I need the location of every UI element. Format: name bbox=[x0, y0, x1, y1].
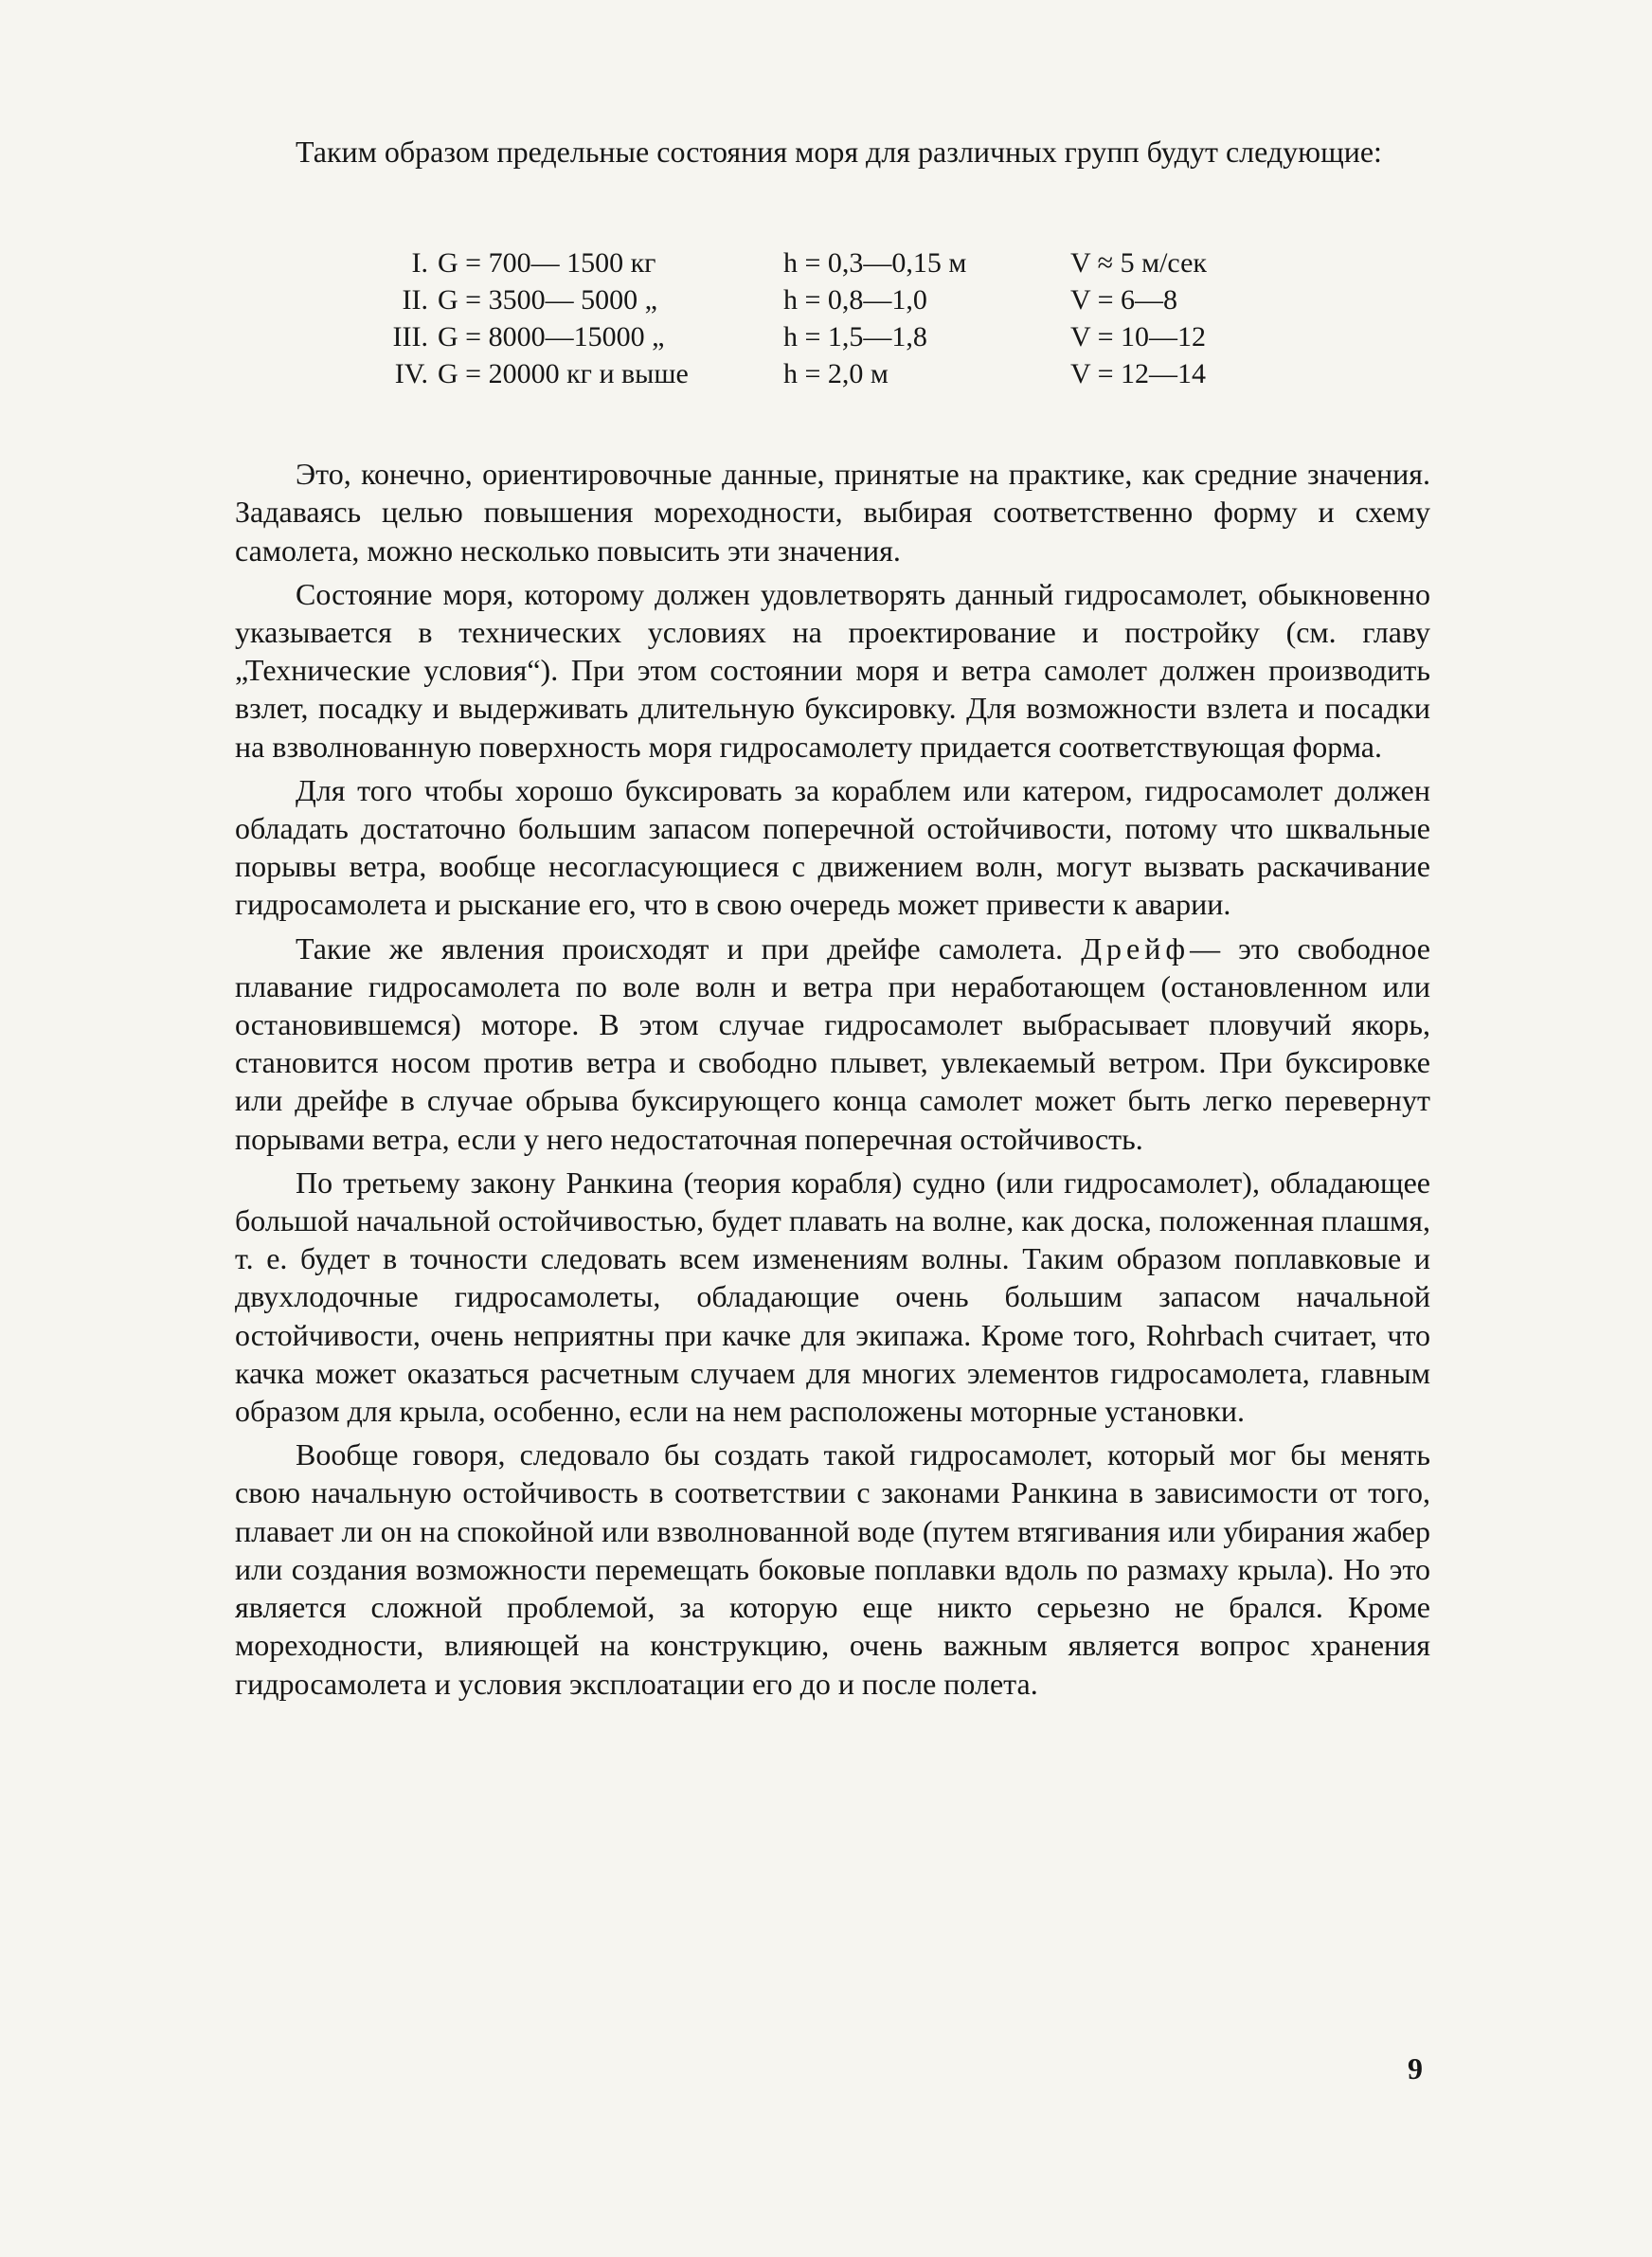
paragraph-4-rest: — это свободное плавание гидросамолета по воле волн и ветра при неработающем (остановленном или остановившемся) моторе. В этом случае гидросамолет выбрасывает пловучий якорь, становится носом против ветра и свободно плывет, увлекаемый ветром. При буксировке или дрейфе в случае обрыва буксирующего конца самолет может быть легко перевернут порывами ветра, если у него недостаточная поперечная остойчивость. bbox=[235, 930, 1431, 1156]
paragraph-5: По третьему закону Ранкина (теория корабля) судно (или гидросамолет), обладающее большой начальной остойчивостью, будет плавать на волне, как доска, положенная плашмя, т. е. будет в точности следовать всем изменениям волны. Таким образом поплавковые и двухлодочные гидросамолеты, обладающие очень большим запасом начальной остойчивости, очень неприятны при качке для экипажа. Кроме того, Rohrbach считает, что качка может оказаться расчетным случаем для многих элементов гидросамолета, главным образом для крыла, особенно, если на нем расположены моторные установки. bbox=[235, 1165, 1430, 1429]
group-number: IV. bbox=[394, 358, 428, 390]
group-number: II. bbox=[402, 284, 428, 316]
weight-range: G = 20000 кг и выше bbox=[438, 358, 689, 390]
wind-speed: V = 12—14 bbox=[1070, 358, 1207, 390]
table-row bbox=[379, 281, 1317, 318]
document-page bbox=[235, 133, 1430, 1703]
wave-height: h = 1,5—1,8 bbox=[783, 321, 927, 353]
weight-range: G = 700— 1500 кг bbox=[438, 247, 656, 280]
weight-range: G = 8000—15000 „ bbox=[438, 321, 665, 353]
group-number: I. bbox=[411, 247, 428, 280]
group-number: III. bbox=[392, 321, 428, 353]
wave-height: h = 0,8—1,0 bbox=[783, 284, 927, 316]
wind-speed: V = 6—8 bbox=[1070, 284, 1178, 316]
sea-limits-table-wrap bbox=[235, 244, 1430, 392]
table-row bbox=[379, 244, 1317, 281]
wave-height: h = 0,3—0,15 м bbox=[783, 247, 967, 280]
page-number: 9 bbox=[1408, 2051, 1423, 2085]
paragraph-2: Состояние моря, которому должен удовлетворять данный гидросамолет, обыкновенно указывается в технических условиях на проектирование и постройку (см. главу „Технические условия“). При этом состоянии моря и ветра самолет должен производить взлет, посадку и выдерживать длительную буксировку. Для возможности взлета и посадки на взволнованную поверхность моря гидросамолету придается соответствующая форма. bbox=[235, 576, 1430, 764]
weight-range: G = 3500— 5000 „ bbox=[438, 284, 657, 316]
wave-height: h = 2,0 м bbox=[783, 358, 889, 390]
wind-speed: V ≈ 5 м/сек bbox=[1070, 247, 1207, 280]
term-drift: Дрейф bbox=[1081, 930, 1191, 966]
wind-speed: V = 10—12 bbox=[1070, 321, 1207, 353]
intro-paragraph: Таким образом предельные состояния моря для различных групп будут следующие: bbox=[296, 135, 1382, 169]
sea-limits-table bbox=[379, 244, 1317, 392]
paragraph-6: Вообще говоря, следовало бы создать такой гидросамолет, который мог бы менять свою начальную остойчивость в соответствии с законами Ранкина в зависимости от того, плавает ли он на спокойной или взволнованной воде (путем втягивания или убирания жабер или создания возможности перемещать боковые поплавки вдоль по размаху крыла). Но это является сложной проблемой, за которую еще никто серьезно не брался. Кроме мореходности, влияющей на конструкцию, очень важным является вопрос хранения гидросамолета и условия эксплоатации его до и после полета. bbox=[235, 1437, 1430, 1701]
table-row bbox=[379, 318, 1317, 355]
paragraph-1: Это, конечно, ориентировочные данные, принятые на практике, как средние значения. Задаваясь целью повышения мореходности, выбирая соответственно форму и схему самолета, можно несколько повысить эти значения. bbox=[235, 457, 1430, 568]
paragraph-4-start: Такие же явления происходят и при дрейфе самолета. bbox=[296, 930, 1064, 966]
table-row bbox=[379, 355, 1317, 392]
paragraph-3: Для того чтобы хорошо буксировать за кораблем или катером, гидросамолет должен обладать достаточно большим запасом поперечной остойчивости, потому что шквальные порывы ветра, вообще несогласующиеся с движением волн, могут вызвать раскачивание гидросамолета и рыскание его, что в свою очередь может привести к аварии. bbox=[235, 772, 1430, 922]
paragraph-4 bbox=[235, 930, 1430, 1158]
